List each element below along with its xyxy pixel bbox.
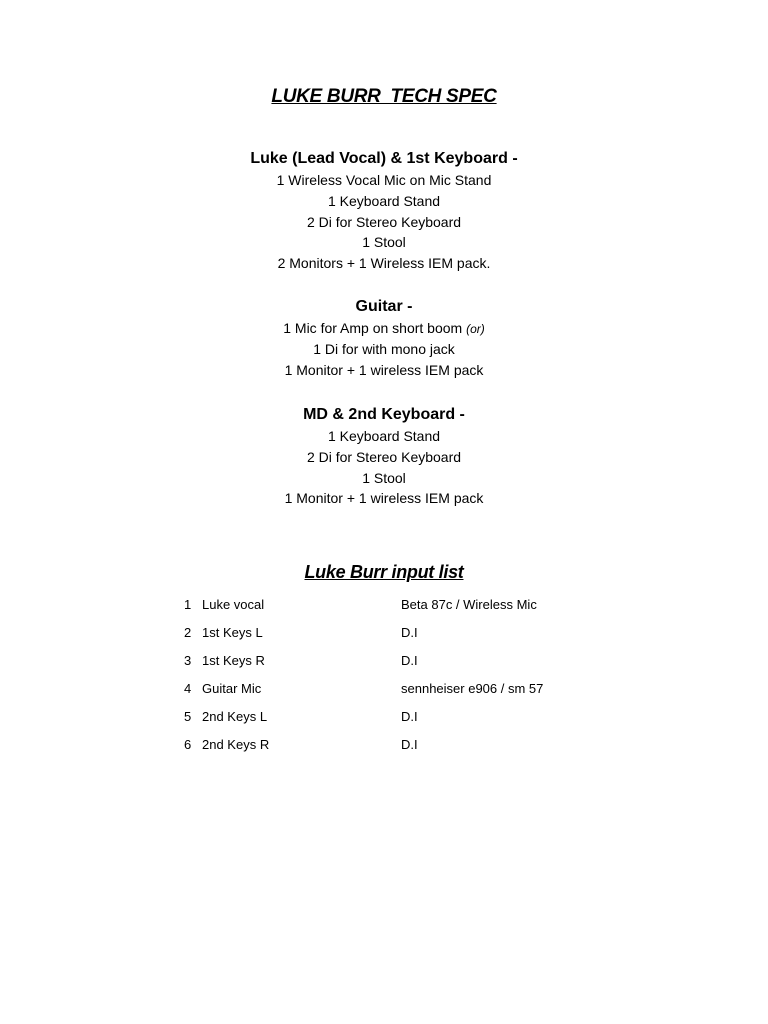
- section-line: 2 Di for Stereo Keyboard: [306, 448, 462, 465]
- input-number: 3: [184, 653, 192, 668]
- input-number: 1: [184, 597, 192, 612]
- table-row: [181, 706, 601, 734]
- table-row: [181, 734, 601, 762]
- section-line: 1 Wireless Vocal Mic on Mic Stand: [276, 172, 492, 188]
- input-channel: Guitar Mic: [202, 681, 262, 696]
- input-source: D.I: [401, 653, 418, 668]
- table-row: [181, 650, 601, 678]
- table-row: [181, 622, 601, 650]
- section-lead-vocal-keyboard: [0, 148, 768, 274]
- input-channel: Luke vocal: [202, 597, 265, 612]
- section-line: [0, 318, 768, 339]
- input-channel: 2nd Keys L: [202, 709, 268, 724]
- input-channel: 1st Keys L: [202, 625, 263, 640]
- input-number: 2: [184, 625, 192, 640]
- input-number: 6: [184, 737, 192, 752]
- section-line: 1 Di for with mono jack: [313, 340, 455, 357]
- section-heading: Guitar -: [355, 298, 413, 315]
- input-source: D.I: [401, 625, 418, 640]
- document-title: LUKE BURR TECH SPEC: [271, 86, 497, 107]
- section-line: 1 Stool: [362, 234, 406, 251]
- section-md-keyboard: [0, 404, 768, 509]
- section-line: 1 Stool: [362, 469, 406, 486]
- section-line-text: 1 Mic for Amp on short boom: [283, 320, 463, 336]
- table-row: [181, 594, 601, 622]
- section-line-note: (or): [466, 322, 485, 336]
- section-guitar: [0, 296, 768, 380]
- input-number: 4: [184, 681, 192, 696]
- section-line: 2 Monitors + 1 Wireless IEM pack.: [277, 255, 491, 272]
- section-line: 2 Di for Stereo Keyboard: [306, 213, 462, 230]
- table-row: [181, 678, 601, 706]
- section-line: 1 Monitor + 1 wireless IEM pack: [284, 490, 484, 507]
- input-list-title: Luke Burr input list: [304, 562, 464, 582]
- input-source: D.I: [401, 709, 418, 724]
- input-source: D.I: [401, 737, 418, 752]
- input-number: 5: [184, 709, 192, 724]
- input-channel: 1st Keys R: [202, 653, 265, 668]
- input-channel: 2nd Keys R: [202, 737, 270, 752]
- section-line: 1 Keyboard Stand: [327, 428, 441, 444]
- section-heading: MD & 2nd Keyboard -: [303, 406, 465, 423]
- input-source: Beta 87c / Wireless Mic: [401, 597, 537, 612]
- section-heading: Luke (Lead Vocal) & 1st Keyboard -: [250, 150, 518, 167]
- section-line: 1 Monitor + 1 wireless IEM pack: [284, 361, 484, 378]
- input-list-table: [181, 594, 601, 762]
- input-source: sennheiser e906 / sm 57: [401, 681, 544, 696]
- section-line: 1 Keyboard Stand: [327, 192, 441, 209]
